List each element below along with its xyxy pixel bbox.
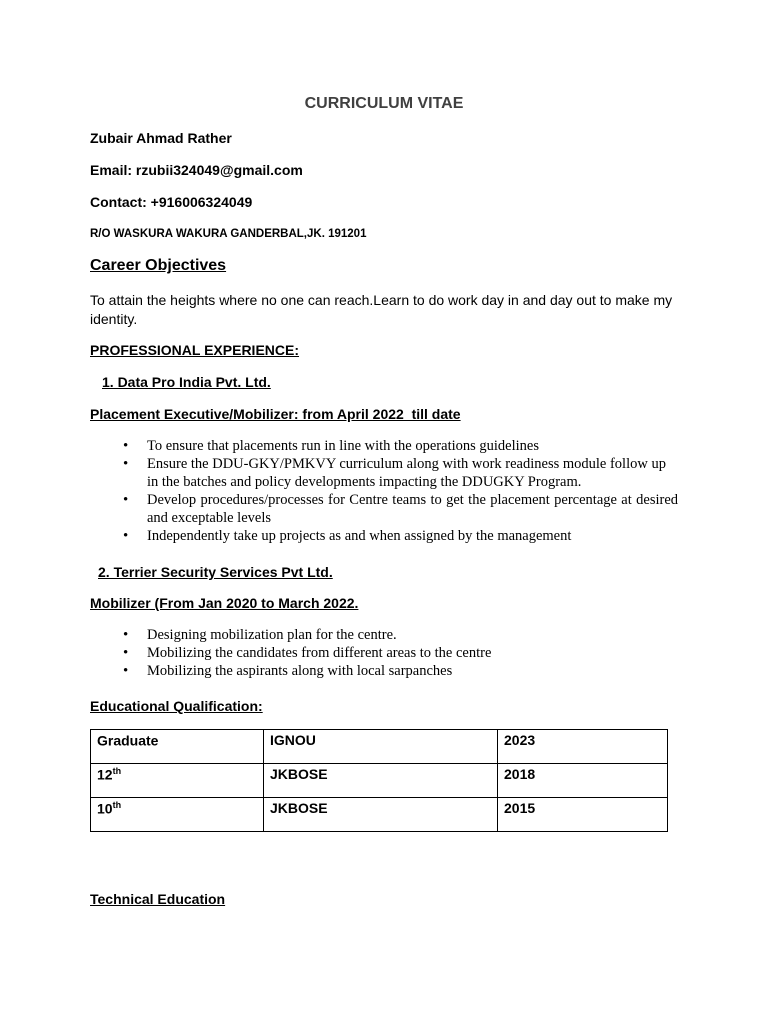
job-1-company: 1. Data Pro India Pvt. Ltd.	[102, 374, 271, 390]
job-1-duties-list	[90, 437, 678, 545]
table-cell: 12th	[91, 764, 264, 798]
table-row	[91, 730, 668, 764]
career-objectives-heading: Career Objectives	[90, 257, 227, 274]
table-cell: 2018	[498, 764, 668, 798]
list-item: • Mobilizing the candidates from different areas to the centre	[90, 644, 678, 662]
table-row	[91, 764, 668, 798]
email-line: Email: rzubii324049@gmail.com	[90, 162, 303, 178]
table-cell: JKBOSE	[264, 798, 498, 832]
table-cell: IGNOU	[264, 730, 498, 764]
table-cell: 2023	[498, 730, 668, 764]
list-item: • Independently take up projects as and when assigned by the management	[90, 527, 678, 545]
job-2-company: 2. Terrier Security Services Pvt Ltd.	[98, 564, 333, 580]
job-1-role: Placement Executive/Mobilizer: from April 2022 till date	[90, 406, 461, 422]
career-objectives-line-2: identity.	[90, 311, 138, 327]
table-cell: JKBOSE	[264, 764, 498, 798]
table-row	[91, 798, 668, 832]
candidate-name: Zubair Ahmad Rather	[90, 130, 232, 146]
document-title: CURRICULUM VITAE	[304, 95, 464, 112]
professional-experience-heading: PROFESSIONAL EXPERIENCE:	[90, 342, 300, 358]
technical-education-heading: Technical Education	[90, 891, 226, 907]
list-item: • Designing mobilization plan for the centre.	[90, 626, 678, 644]
table-cell: Graduate	[91, 730, 264, 764]
list-item: • Mobilizing the aspirants along with local sarpanches	[90, 662, 678, 680]
job-2-duties-list	[90, 626, 678, 680]
career-objectives-line-1: To attain the heights where no one can reach.Learn to do work day in and day out to make my	[90, 292, 673, 308]
educational-qualification-heading: Educational Qualification:	[90, 698, 263, 714]
address-line: R/O WASKURA WAKURA GANDERBAL,JK. 191201	[90, 228, 367, 240]
list-item: • Develop procedures/processes for Centre teams to get the placement percentage at desired and exceptable levels	[90, 491, 678, 527]
contact-line: Contact: +916006324049	[90, 194, 253, 210]
table-cell: 2015	[498, 798, 668, 832]
table-cell: 10th	[91, 798, 264, 832]
list-item: • Ensure the DDU-GKY/PMKVY curriculum along with work readiness module follow up in the batches and policy developments impacting the DDUGKY Program.	[90, 455, 678, 491]
education-table	[90, 729, 668, 832]
list-item: • To ensure that placements run in line with the operations guidelines	[90, 437, 678, 455]
job-2-role: Mobilizer (From Jan 2020 to March 2022.	[90, 595, 359, 611]
